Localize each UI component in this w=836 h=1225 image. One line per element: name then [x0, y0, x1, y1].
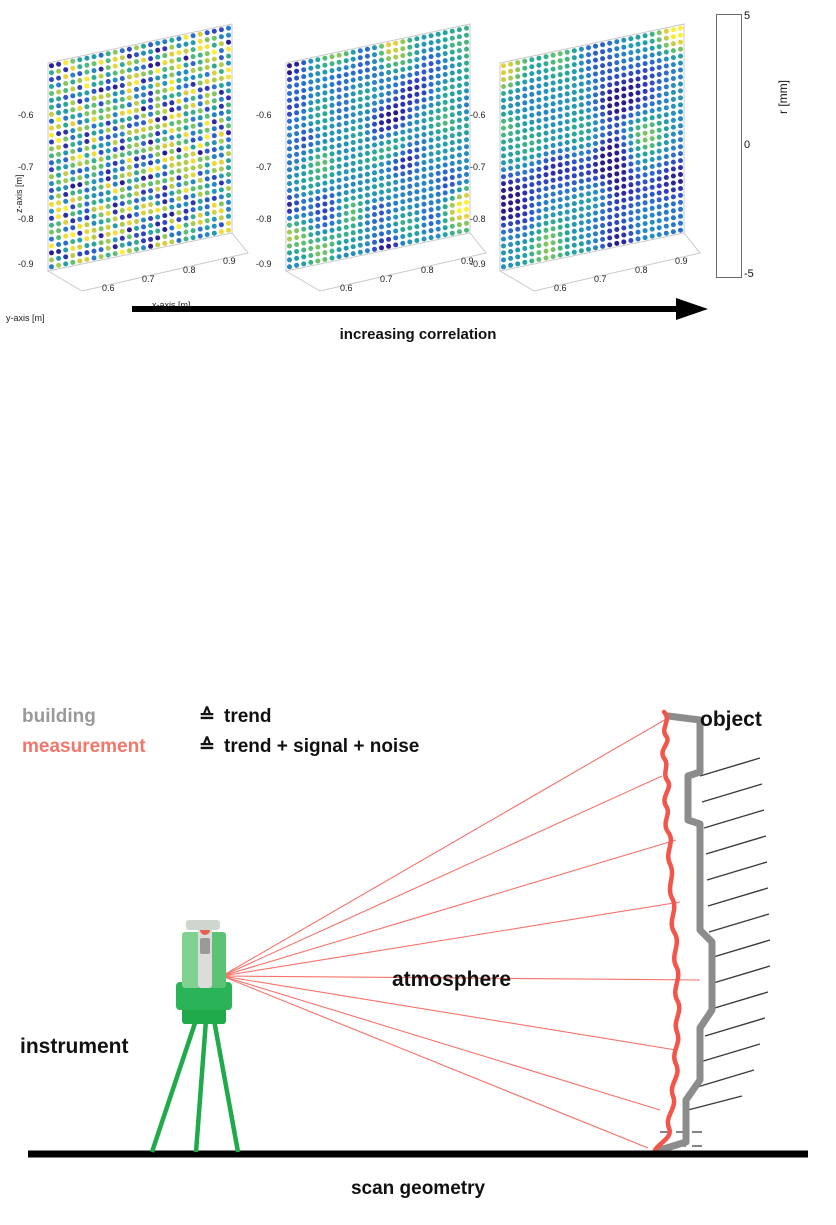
legend-equals-2: ≙	[199, 736, 215, 757]
panel-medium-correlation	[248, 8, 498, 298]
x-tick-1-2: 0.7	[142, 274, 155, 284]
x-tick-1-3: 0.8	[183, 265, 196, 275]
legend-value-building: trend	[224, 706, 272, 727]
laser-beams	[222, 718, 700, 1148]
arrow-caption: increasing correlation	[339, 326, 497, 343]
scan-geometry-figure	[0, 680, 836, 1225]
label-instrument: instrument	[20, 1035, 129, 1058]
scatter-3d-3	[462, 8, 712, 298]
laser-scanner	[176, 920, 232, 1010]
x-tick-3-1: 0.6	[554, 283, 567, 293]
z-tick-1-3: -0.8	[18, 214, 34, 224]
z-tick-1-2: -0.7	[18, 162, 34, 172]
z-tick-2-1: -0.6	[256, 110, 272, 120]
panel-high-correlation	[462, 8, 712, 298]
x-tick-1-1: 0.6	[102, 283, 115, 293]
scatter-3d-1	[10, 8, 260, 298]
x-tick-3-4: 0.9	[675, 256, 688, 266]
x-tick-3-3: 0.8	[635, 265, 648, 275]
top-figure	[0, 0, 836, 370]
legend-key-measurement: measurement	[22, 736, 146, 757]
y-axis-label-1: y-axis [m]	[6, 313, 45, 323]
z-axis-label-1: z-axis [m]	[14, 174, 24, 213]
legend-equals-1: ≙	[199, 706, 215, 727]
colorbar-gradient	[716, 14, 742, 278]
scan-geometry-drawing	[0, 680, 836, 1225]
x-tick-2-4: 0.9	[461, 256, 474, 266]
scatter-3d-2	[248, 8, 498, 298]
legend-key-building: building	[22, 706, 96, 727]
panel-low-correlation	[10, 8, 260, 298]
label-atmosphere: atmosphere	[392, 968, 512, 991]
z-tick-3-4: -0.9	[470, 259, 486, 269]
x-tick-2-2: 0.7	[380, 274, 393, 284]
colorbar-tick-mid: 0	[744, 139, 751, 151]
increasing-correlation-arrow	[130, 296, 710, 322]
arrow-icon	[130, 296, 710, 322]
z-tick-3-1: -0.6	[470, 110, 486, 120]
x-tick-3-2: 0.7	[594, 274, 607, 284]
x-tick-2-1: 0.6	[340, 283, 353, 293]
tripod	[152, 1020, 238, 1152]
z-tick-2-4: -0.9	[256, 259, 272, 269]
colorbar	[716, 10, 816, 284]
x-tick-2-3: 0.8	[421, 265, 434, 275]
x-axis-label-1: x-axis [m]	[152, 300, 191, 310]
colorbar-title: r [mm]	[776, 80, 790, 114]
label-object: object	[700, 708, 762, 731]
x-tick-1-4: 0.9	[223, 256, 236, 266]
z-tick-1-4: -0.9	[18, 259, 34, 269]
legend-value-measurement: trend + signal + noise	[224, 736, 420, 757]
z-tick-2-3: -0.8	[256, 214, 272, 224]
colorbar-tick-max: 5	[744, 10, 751, 22]
z-tick-1-1: -0.6	[18, 110, 34, 120]
colorbar-tick-min: -5	[744, 268, 754, 280]
z-tick-3-2: -0.7	[470, 162, 486, 172]
z-tick-2-2: -0.7	[256, 162, 272, 172]
z-tick-3-3: -0.8	[470, 214, 486, 224]
label-scan-geometry: scan geometry	[350, 1178, 486, 1199]
